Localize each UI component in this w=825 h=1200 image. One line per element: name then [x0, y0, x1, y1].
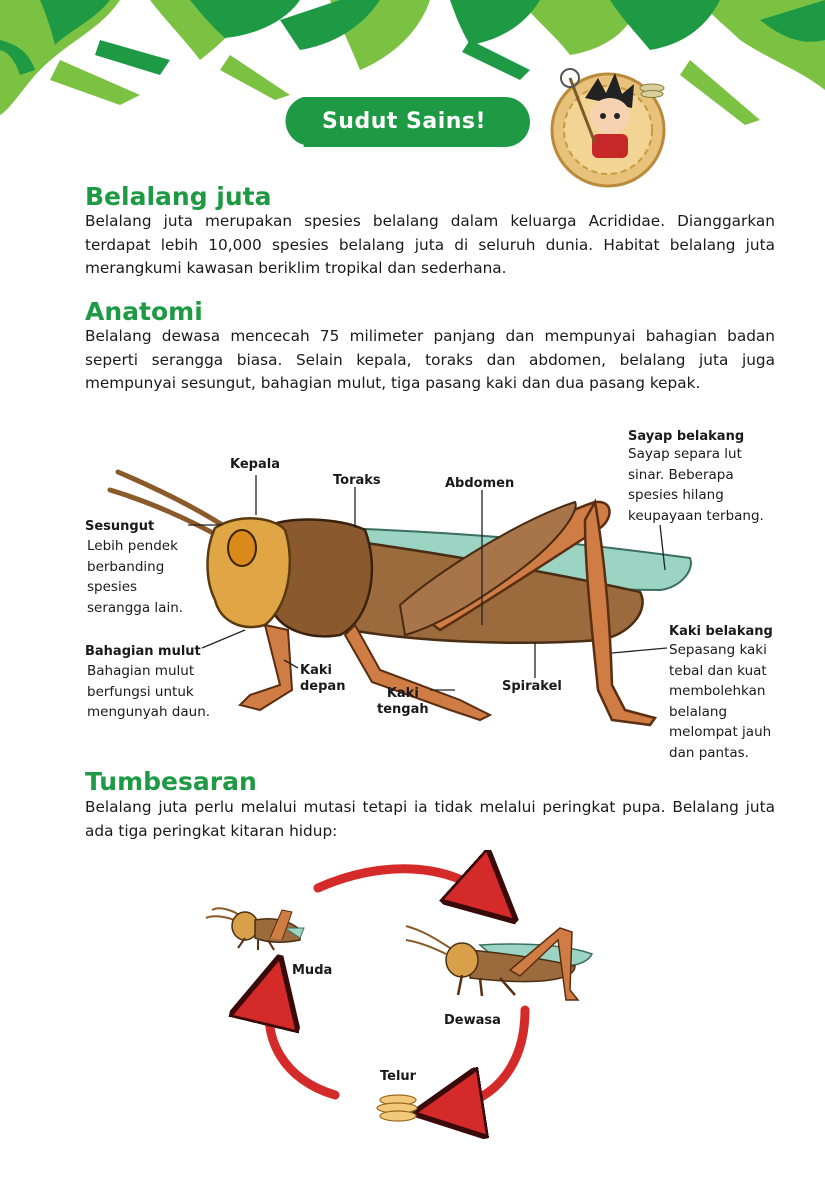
- section-body-tumbesaran: Belalang juta perlu melalui mutasi tetapi ia tidak melalui peringkat pupa. Belalang juta ada tiga peringkat kitaran hidup:: [85, 798, 775, 840]
- eggs-illustration: [377, 1095, 417, 1121]
- label-toraks: Toraks: [333, 473, 381, 488]
- label-bahagian-mulut: Bahagian mulut: [85, 644, 201, 659]
- adult-grasshopper-illustration: [406, 926, 592, 1000]
- section-heading-belalang-juta: Belalang juta: [85, 182, 272, 211]
- label-sayap-belakang: Sayap belakang: [628, 429, 745, 444]
- section-body-belalang-juta: Belalang juta merupakan spesies belalang dalam keluarga Acrididae. Dianggarkan terdapat lebih 10,000 spesies belalang juta di seluruh dunia. Habitat belalang juta merangkumi kawasan beriklim tropikal dan sederhana.: [85, 212, 775, 277]
- section-heading-tumbesaran: Tumbesaran: [85, 767, 257, 796]
- section-heading-anatomi: Anatomi: [85, 297, 203, 326]
- label-kaki-belakang: Kaki belakang: [669, 624, 773, 639]
- label-abdomen: Abdomen: [445, 476, 515, 491]
- stage-label-telur: Telur: [380, 1069, 417, 1084]
- label-spirakel: Spirakel: [502, 679, 562, 694]
- nymph-illustration: [206, 908, 304, 950]
- desc-sayap-belakang: Sayap separa lut sinar. Beberapa spesies hilang keupayaan terbang.: [628, 446, 764, 524]
- label-kepala: Kepala: [230, 457, 280, 472]
- desc-sesungut: Lebih pendek berbanding spesies serangga lain.: [87, 538, 184, 616]
- stage-label-muda: Muda: [292, 963, 333, 978]
- badge-label: Sudut Sains!: [321, 109, 487, 134]
- life-cycle-diagram: [0, 850, 825, 1150]
- section-body-anatomi: Belalang dewasa mencecah 75 milimeter panjang dan mempunyai bahagian badan seperti serangga biasa. Selain kepala, toraks dan abdomen, belalang juta juga mempunyai sesungut, bahagian mulut, tiga pasang kaki dan dua pasang kepak.: [85, 327, 775, 392]
- mascot-illustration: [540, 58, 670, 188]
- label-kaki-depan: Kaki depan: [300, 663, 346, 694]
- desc-kaki-belakang: Sepasang kaki tebal dan kuat membolehkan belalang melompat jauh dan pantas.: [669, 642, 772, 761]
- label-kaki-tengah: Kaki tengah: [377, 686, 429, 717]
- desc-bahagian-mulut: Bahagian mulut berfungsi untuk mengunyah daun.: [87, 663, 211, 720]
- stage-label-dewasa: Dewasa: [444, 1013, 501, 1028]
- label-sesungut: Sesungut: [85, 519, 155, 534]
